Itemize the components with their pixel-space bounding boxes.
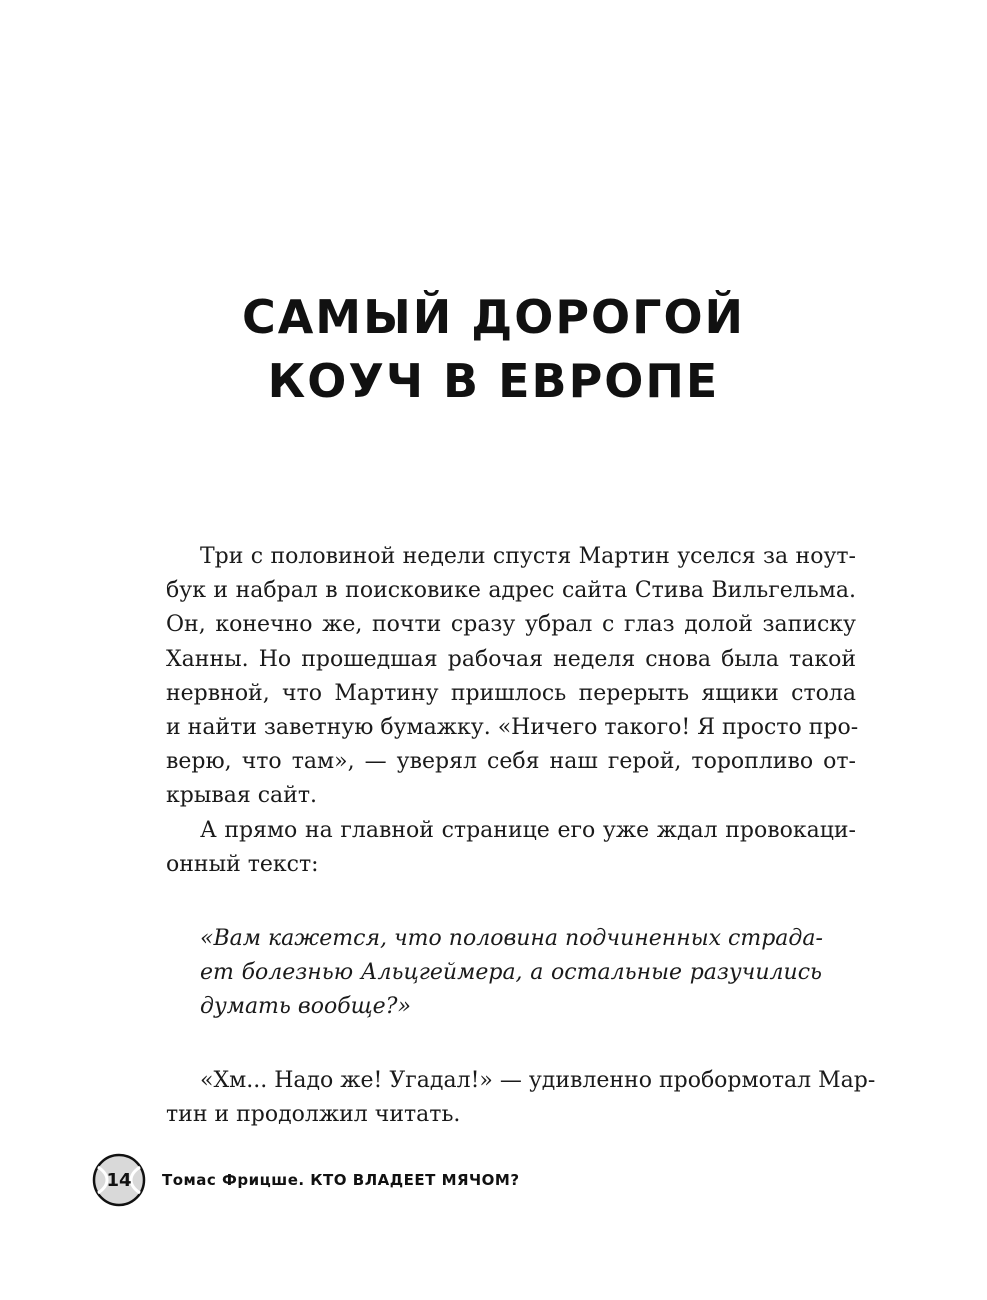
block-quote [200,922,822,1025]
text-line: «Хм... Надо же! Угадал!» — удивленно пробормотал Мар- [200,1068,876,1093]
paragraph-2 [166,814,856,882]
text-line: Он, конечно же, почти сразу убрал с глаз долой записку [166,612,856,638]
running-head: Томас Фрицше. КТО ВЛАДЕЕТ МЯЧОМ? [162,1171,520,1189]
text-line: онный текст: [166,852,319,878]
chapter-title [0,285,987,413]
chapter-title-line-2: КОУЧ В ЕВРОПЕ [267,354,720,408]
page-number: 14 [106,1169,132,1191]
quote-line: думать вообще?» [200,994,411,1020]
text-line: и найти заветную бумажку. «Ничего такого! Я просто про- [166,714,859,740]
paragraph-3 [166,1064,876,1132]
text-line: Ханны. Но прошедшая рабочая неделя снова была такой [166,646,856,672]
text-line: бук и набрал в поисковике адрес сайта Стива Вильгельма. [166,578,856,604]
text-line: А прямо на главной странице его уже ждал провокаци- [200,818,856,843]
chapter-title-line-1: САМЫЙ ДОРОГОЙ [241,290,746,344]
page-footer [92,1153,520,1207]
quote-line: «Вам кажется, что половина подчиненных страда- [200,926,823,951]
text-line: тин и продолжил читать. [166,1102,461,1128]
paragraph-1 [166,540,859,814]
text-line: верю, что там», — уверял себя наш герой, торопливо от- [166,749,856,775]
tennis-ball-icon [92,1153,146,1207]
quote-line: ет болезнью Альцгеймера, а остальные разучились [200,960,822,986]
text-line: нервной, что Мартину пришлось перерыть ящики стола [166,680,856,706]
text-line: Три с половиной недели спустя Мартин уселся за ноут- [200,544,856,569]
text-line: крывая сайт. [166,783,317,809]
